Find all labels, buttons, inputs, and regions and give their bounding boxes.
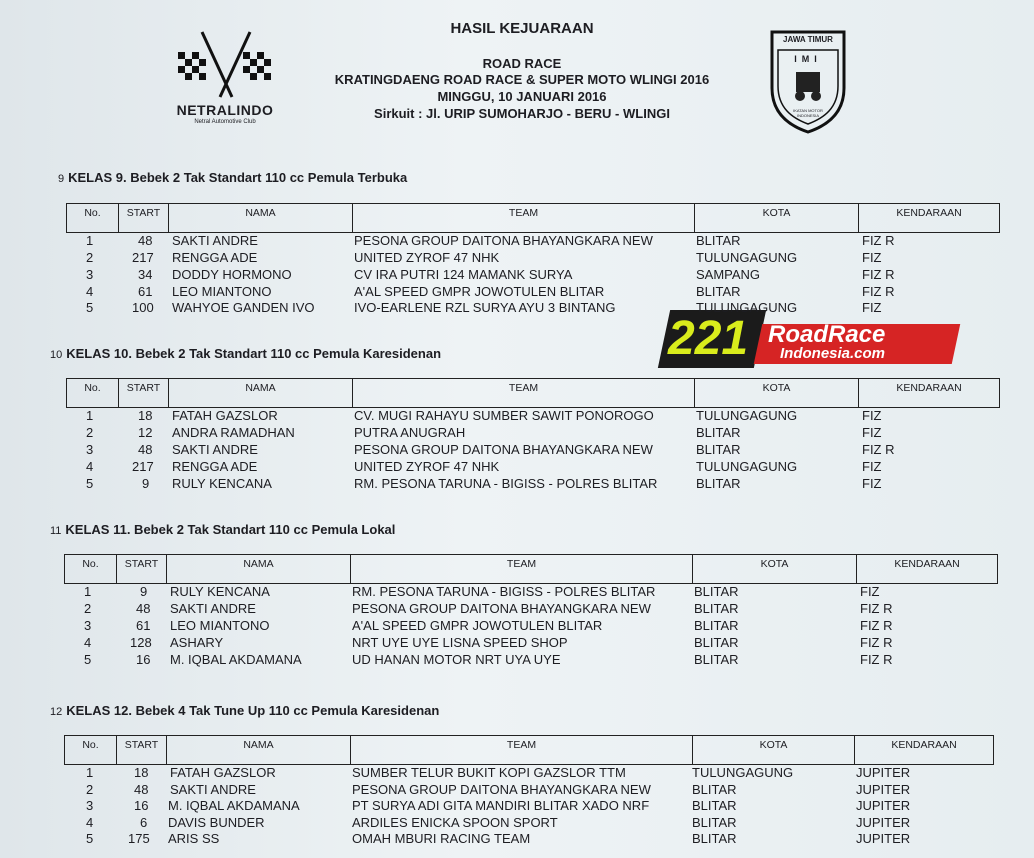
table-row <box>64 765 1004 781</box>
table-row <box>66 284 1006 300</box>
cell-kendaraan: FIZ R <box>862 233 895 248</box>
table-row <box>64 782 1004 798</box>
cell-kendaraan: FIZ R <box>862 284 895 299</box>
col-no: No. <box>65 555 117 583</box>
cell-no: 2 <box>86 425 94 440</box>
cell-kendaraan: FIZ <box>860 584 880 599</box>
cell-nama: FATAH GAZSLOR <box>172 408 278 423</box>
table-row <box>66 459 1006 475</box>
class-11-title <box>50 522 395 537</box>
cell-kendaraan: FIZ <box>862 300 882 315</box>
table-row <box>66 442 1006 458</box>
table-row <box>64 831 1004 847</box>
cell-team: PUTRA ANUGRAH <box>354 425 466 440</box>
cell-kendaraan: JUPITER <box>856 782 911 797</box>
class-index: 12 <box>50 706 63 718</box>
cell-kendaraan: FIZ <box>862 459 882 474</box>
cell-kota: BLITAR <box>696 284 741 299</box>
cell-team: CV. MUGI RAHAYU SUMBER SAWIT PONOROGO <box>354 408 654 423</box>
col-nama: NAMA <box>169 379 353 407</box>
cell-start: 18 <box>134 765 149 780</box>
cell-team: UD HANAN MOTOR NRT UYA UYE <box>352 652 561 667</box>
cell-no: 3 <box>86 798 94 813</box>
table-header <box>64 735 994 765</box>
cell-team: RM. PESONA TARUNA - BIGISS - POLRES BLITAR <box>354 476 658 491</box>
cell-kota: TULUNGAGUNG <box>696 300 798 315</box>
cell-nama: SAKTI ANDRE <box>170 782 256 797</box>
cell-kota: BLITAR <box>692 831 737 846</box>
cell-nama: ARIS SS <box>168 831 220 846</box>
cell-kendaraan: FIZ <box>862 476 882 491</box>
imi-jawa-timur-logo <box>766 26 850 136</box>
cell-team: UNITED ZYROF 47 NHK <box>354 459 500 474</box>
cell-nama: RENGGA ADE <box>172 250 258 265</box>
cell-nama: M. IQBAL AKDAMANA <box>168 798 300 813</box>
cell-kota: BLITAR <box>694 584 739 599</box>
cell-kendaraan: FIZ R <box>862 267 895 282</box>
cell-start: 9 <box>140 584 148 599</box>
cell-team: PT SURYA ADI GITA MANDIRI BLITAR XADO NRF <box>352 798 650 813</box>
cell-kota: BLITAR <box>694 601 739 616</box>
cell-no: 4 <box>86 815 94 830</box>
col-kota: KOTA <box>693 736 855 764</box>
table-row <box>64 618 1004 634</box>
roadrace-watermark <box>664 310 964 368</box>
cell-kota: BLITAR <box>696 476 741 491</box>
col-nama: NAMA <box>167 555 351 583</box>
cell-no: 2 <box>86 782 94 797</box>
class-index: 11 <box>50 525 62 537</box>
cell-nama: RULY KENCANA <box>170 584 270 599</box>
cell-kendaraan: JUPITER <box>856 831 911 846</box>
cell-start: 34 <box>138 267 153 282</box>
col-team: TEAM <box>351 736 693 764</box>
table-row <box>66 300 1006 316</box>
cell-start: 217 <box>132 250 154 265</box>
watermark-domain: Indonesia.com <box>780 345 886 362</box>
class-index: 9 <box>58 173 65 185</box>
table-row <box>64 601 1004 617</box>
cell-nama: SAKTI ANDRE <box>172 233 258 248</box>
cell-start: 16 <box>134 798 149 813</box>
table-row <box>66 476 1006 492</box>
table-row <box>64 652 1004 668</box>
col-no: No. <box>65 736 117 764</box>
cell-kota: BLITAR <box>692 798 737 813</box>
cell-kendaraan: FIZ <box>862 408 882 423</box>
cell-kota: TULUNGAGUNG <box>696 408 798 423</box>
class-name: KELAS 12. Bebek 4 Tak Tune Up 110 cc Pemula Karesidenan <box>66 703 440 718</box>
cell-no: 4 <box>86 459 94 474</box>
cell-kendaraan: FIZ <box>862 250 882 265</box>
cell-team: OMAH MBURI RACING TEAM <box>352 831 531 846</box>
cell-start: 9 <box>142 476 150 491</box>
class-index: 10 <box>50 349 63 361</box>
cell-start: 18 <box>138 408 153 423</box>
cell-nama: SAKTI ANDRE <box>172 442 258 457</box>
watermark-number: 221 <box>668 312 749 365</box>
circuit-line: Sirkuit : Jl. URIP SUMOHARJO - BERU - WLINGI <box>374 106 670 121</box>
imi-region-text: JAWA TIMUR <box>783 35 833 44</box>
table-row <box>66 250 1006 266</box>
col-no: No. <box>67 204 119 232</box>
cell-nama: DODDY HORMONO <box>172 267 292 282</box>
col-nama: NAMA <box>169 204 353 232</box>
cell-start: 48 <box>138 233 153 248</box>
cell-team: ARDILES ENICKA SPOON SPORT <box>352 815 558 830</box>
cell-team: PESONA GROUP DAITONA BHAYANGKARA NEW <box>352 601 651 616</box>
cell-team: IVO-EARLENE RZL SURYA AYU 3 BINTANG <box>354 300 616 315</box>
cell-nama: SAKTI ANDRE <box>170 601 256 616</box>
cell-start: 175 <box>128 831 150 846</box>
col-start: START <box>119 204 169 232</box>
cell-team: CV IRA PUTRI 124 MAMANK SURYA <box>354 267 573 282</box>
cell-start: 16 <box>136 652 151 667</box>
cell-start: 12 <box>138 425 153 440</box>
col-kendaraan: KENDARAAN <box>896 382 962 394</box>
cell-team: NRT UYE UYE LISNA SPEED SHOP <box>352 635 568 650</box>
col-kendaraan: KENDARAAN <box>896 207 962 219</box>
cell-no: 1 <box>86 765 94 780</box>
col-kota: KOTA <box>695 204 859 232</box>
cell-kota: SAMPANG <box>696 267 761 282</box>
col-kota: KOTA <box>695 379 859 407</box>
imi-mid-text: IMI <box>794 54 822 64</box>
cell-team: RM. PESONA TARUNA - BIGISS - POLRES BLITAR <box>352 584 656 599</box>
class-name: KELAS 10. Bebek 2 Tak Standart 110 cc Pemula Karesidenan <box>66 346 442 361</box>
cell-start: 61 <box>138 284 153 299</box>
event-name: KRATINGDAENG ROAD RACE & SUPER MOTO WLINGI 2016 <box>334 72 710 87</box>
col-start: START <box>117 736 167 764</box>
doc-subtitle: ROAD RACE <box>482 56 562 71</box>
cell-start: 100 <box>132 300 154 315</box>
class-9-title <box>58 170 407 185</box>
cell-no: 2 <box>86 250 94 265</box>
cell-start: 6 <box>140 815 148 830</box>
cell-kota: TULUNGAGUNG <box>696 250 798 265</box>
cell-nama: M. IQBAL AKDAMANA <box>170 652 302 667</box>
col-team: TEAM <box>351 555 693 583</box>
table-row <box>66 425 1006 441</box>
cell-nama: RENGGA ADE <box>172 459 258 474</box>
cell-kendaraan: FIZ R <box>860 635 893 650</box>
cell-start: 48 <box>134 782 149 797</box>
cell-team: SUMBER TELUR BUKIT KOPI GAZSLOR TTM <box>352 765 626 780</box>
cell-kendaraan: FIZ R <box>860 652 893 667</box>
event-date: MINGGU, 10 JANUARI 2016 <box>437 89 607 104</box>
class-12-title <box>50 703 439 718</box>
cell-kendaraan: FIZ R <box>862 442 895 457</box>
col-team: TEAM <box>353 379 695 407</box>
cell-kendaraan: FIZ R <box>860 601 893 616</box>
table-row <box>64 798 1004 814</box>
class-10-title <box>50 346 441 361</box>
cell-nama: LEO MIANTONO <box>170 618 270 633</box>
col-start: START <box>119 379 169 407</box>
col-no: No. <box>67 379 119 407</box>
cell-no: 2 <box>84 601 92 616</box>
watermark-brand: RoadRace <box>768 321 886 348</box>
cell-no: 3 <box>86 442 94 457</box>
cell-nama: LEO MIANTONO <box>172 284 272 299</box>
table-row <box>66 233 1006 249</box>
doc-title: HASIL KEJUARAAN <box>450 20 594 37</box>
table-row <box>64 635 1004 651</box>
col-team: TEAM <box>353 204 695 232</box>
cell-no: 4 <box>86 284 94 299</box>
cell-no: 3 <box>84 618 92 633</box>
table-row <box>64 584 1004 600</box>
cell-team: UNITED ZYROF 47 NHK <box>354 250 500 265</box>
cell-no: 4 <box>84 635 92 650</box>
cell-kendaraan: JUPITER <box>856 815 911 830</box>
cell-kendaraan: FIZ R <box>860 618 893 633</box>
cell-no: 1 <box>84 584 92 599</box>
cell-kota: BLITAR <box>694 618 739 633</box>
cell-kendaraan: JUPITER <box>856 765 911 780</box>
imi-bottom-text: IKATAN MOTOR INDONESIA <box>793 108 823 118</box>
table-header <box>64 554 998 584</box>
cell-kota: BLITAR <box>696 425 741 440</box>
cell-nama: DAVIS BUNDER <box>168 815 265 830</box>
cell-team: PESONA GROUP DAITONA BHAYANGKARA NEW <box>354 233 653 248</box>
cell-team: A'AL SPEED GMPR JOWOTULEN BLITAR <box>354 284 605 299</box>
cell-nama: ANDRA RAMADHAN <box>172 425 295 440</box>
col-kendaraan: KENDARAAN <box>891 739 957 751</box>
col-kendaraan: KENDARAAN <box>894 558 960 570</box>
col-start: START <box>117 555 167 583</box>
cell-kota: BLITAR <box>696 442 741 457</box>
class-name: KELAS 11. Bebek 2 Tak Standart 110 cc Pemula Lokal <box>65 522 396 537</box>
cell-no: 1 <box>86 233 94 248</box>
cell-kota: BLITAR <box>696 233 741 248</box>
cell-no: 3 <box>86 267 94 282</box>
cell-team: PESONA GROUP DAITONA BHAYANGKARA NEW <box>354 442 653 457</box>
cell-no: 5 <box>86 831 94 846</box>
netralindo-tagline: Netral Automotive Club <box>194 119 256 125</box>
cell-start: 48 <box>136 601 151 616</box>
cell-kendaraan: JUPITER <box>856 798 911 813</box>
cell-no: 5 <box>84 652 92 667</box>
table-header <box>66 378 1000 408</box>
cell-no: 5 <box>86 300 94 315</box>
col-kota: KOTA <box>693 555 857 583</box>
cell-kota: BLITAR <box>692 815 737 830</box>
netralindo-logo <box>170 22 280 132</box>
cell-team: PESONA GROUP DAITONA BHAYANGKARA NEW <box>352 782 651 797</box>
table-row <box>64 815 1004 831</box>
cell-kota: BLITAR <box>694 635 739 650</box>
cell-kota: BLITAR <box>692 782 737 797</box>
cell-no: 1 <box>86 408 94 423</box>
table-row <box>66 408 1006 424</box>
cell-start: 128 <box>130 635 152 650</box>
netralindo-wordmark: NETRALINDO <box>176 102 274 118</box>
col-nama: NAMA <box>167 736 351 764</box>
cell-nama: FATAH GAZSLOR <box>170 765 276 780</box>
cell-team: A'AL SPEED GMPR JOWOTULEN BLITAR <box>352 618 603 633</box>
table-header <box>66 203 1000 233</box>
cell-kota: BLITAR <box>694 652 739 667</box>
cell-kota: TULUNGAGUNG <box>692 765 794 780</box>
table-row <box>66 267 1006 283</box>
cell-nama: WAHYOE GANDEN IVO <box>172 300 315 315</box>
cell-start: 48 <box>138 442 153 457</box>
class-name: KELAS 9. Bebek 2 Tak Standart 110 cc Pemula Terbuka <box>68 170 408 185</box>
cell-start: 217 <box>132 459 154 474</box>
cell-nama: RULY KENCANA <box>172 476 272 491</box>
cell-kota: TULUNGAGUNG <box>696 459 798 474</box>
cell-start: 61 <box>136 618 151 633</box>
cell-nama: ASHARY <box>170 635 224 650</box>
cell-kendaraan: FIZ <box>862 425 882 440</box>
cell-no: 5 <box>86 476 94 491</box>
